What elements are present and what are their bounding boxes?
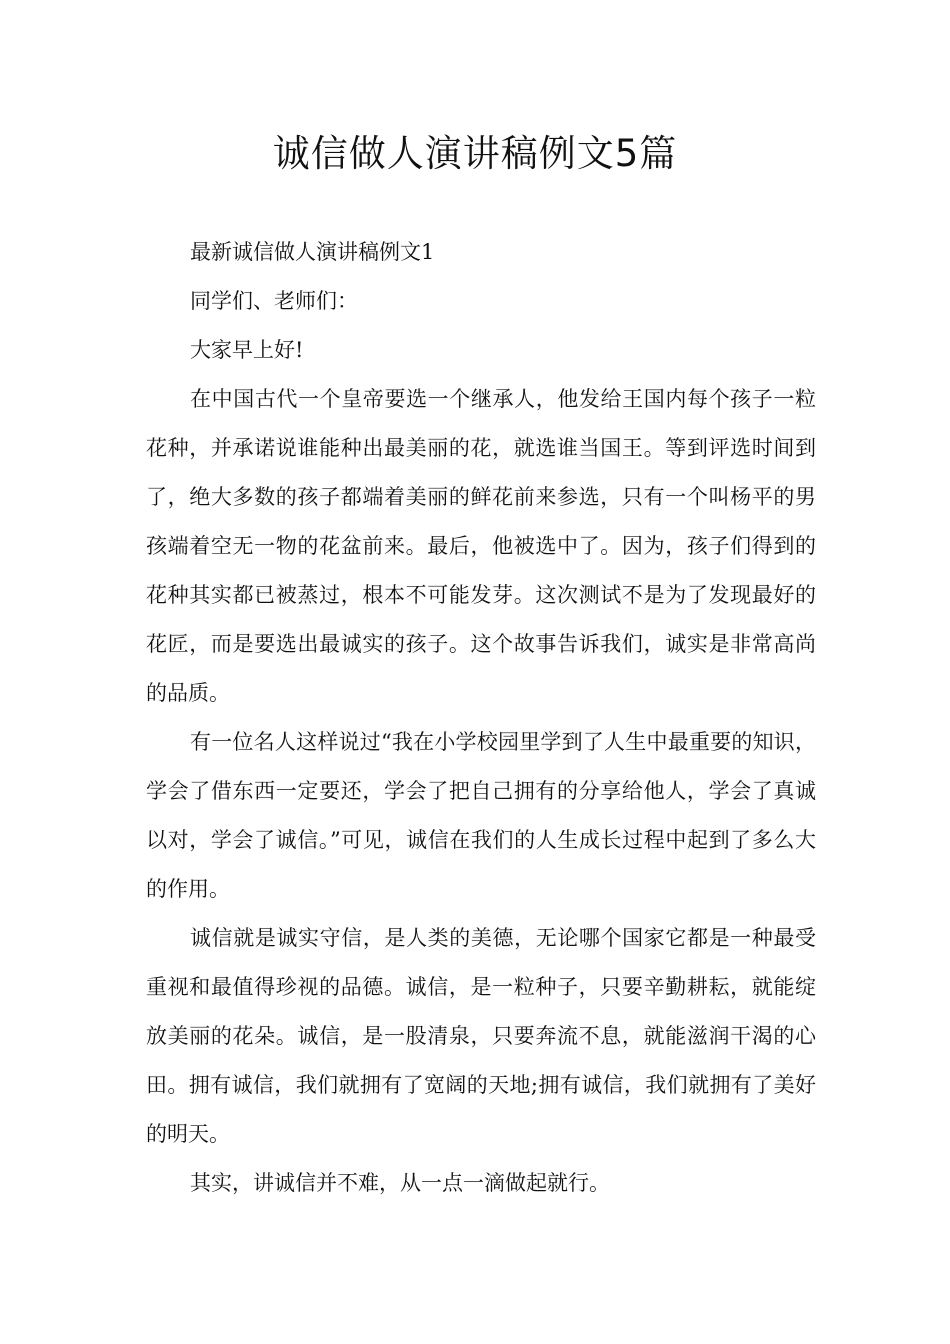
paragraph-greeting: 大家早上好! (190, 338, 304, 362)
paragraph-closing: 其实，讲诚信并不难，从一点一滴做起就行。 (190, 1171, 610, 1195)
paragraph-definition: 诚信就是诚实守信，是人类的美德，无论哪个国家它都是一种最受重视和最值得珍视的品德。诚信，是一粒种子，只要辛勤耕耘，就能绽放美丽的花朵。诚信，是一股清泉，只要奔流不息，就能滋润干渴的心田。拥有诚信，我们就拥有了宽阔的天地;拥有诚信，我们就拥有了美好的明天。 (146, 926, 816, 1146)
paragraph-story: 在中国古代一个皇帝要选一个继承人，他发给王国内每个孩子一粒花种，并承诺说谁能种出最美丽的花，就选谁当国王。等到评选时间到了，绝大多数的孩子都端着美丽的鲜花前来参选，只有一个叫杨平的男孩端着空无一物的花盆前来。最后，他被选中了。因为，孩子们得到的花种其实都已被蒸过，根本不可能发芽。这次测试不是为了发现最好的花匠，而是要选出最诚实的孩子。这个故事告诉我们，诚实是非常高尚的品质。 (146, 387, 816, 705)
paragraph-salutation: 同学们、老师们： (190, 289, 358, 313)
document-title: 诚信做人演讲稿例文5篇 (272, 132, 678, 175)
paragraph-quote: 有一位名人这样说过“我在小学校园里学到了人生中最重要的知识，学会了借东西一定要还，学会了把自己拥有的分享给他人，学会了真诚以对，学会了诚信。”可见，诚信在我们的人生成长过程中起到了多么大的作用。 (146, 730, 816, 901)
document-body (146, 228, 816, 1208)
paragraph-subtitle: 最新诚信做人演讲稿例文1 (190, 240, 435, 264)
